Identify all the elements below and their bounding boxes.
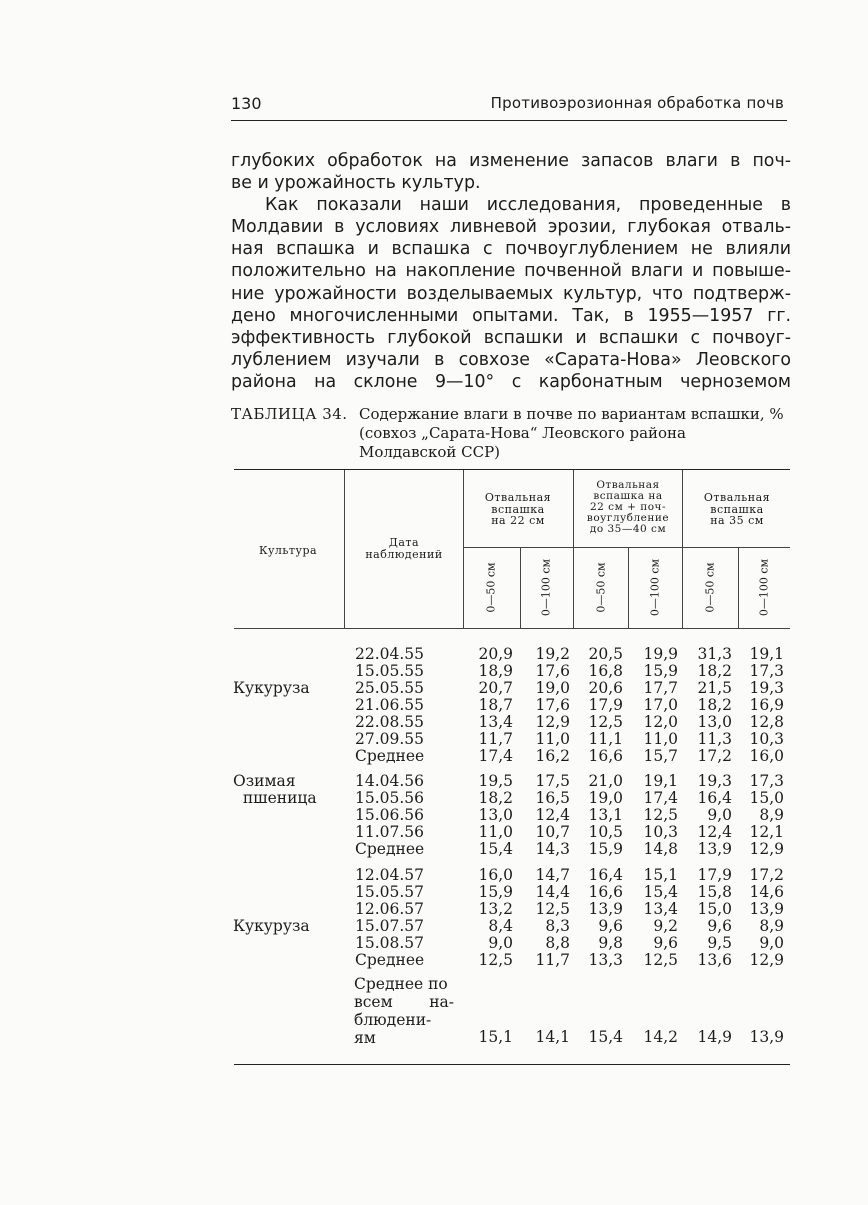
row-crop: пшеница (233, 789, 317, 807)
row-value: 12,5 (643, 806, 678, 824)
row-value: 11,3 (697, 730, 732, 748)
row-value: 19,9 (643, 645, 678, 663)
row-value: 15,9 (478, 883, 513, 901)
total-label-line: ям (354, 1029, 376, 1047)
row-value: 17,3 (749, 662, 784, 680)
row-value: 9,2 (653, 917, 678, 935)
body-line: ние урожайности возделываемых культур, что подтверж- (231, 283, 791, 304)
row-date: 14.04.56 (355, 772, 425, 790)
row-value: 13,0 (478, 806, 513, 824)
row-value: 9,0 (488, 934, 513, 952)
row-value: 11,7 (535, 951, 570, 969)
depth-header: 0—50 см (703, 562, 717, 613)
body-line: района на склоне 9—10° с карбонатным черноземом (231, 371, 791, 392)
row-value: 16,2 (535, 747, 570, 765)
row-value: 14,6 (749, 883, 784, 901)
row-value: 11,7 (478, 730, 513, 748)
row-value: 13,9 (749, 900, 784, 918)
row-value: 16,9 (749, 696, 784, 714)
row-value: 10,5 (588, 823, 623, 841)
row-value: 17,5 (535, 772, 570, 790)
row-value: 8,4 (488, 917, 513, 935)
row-value: 17,6 (535, 696, 570, 714)
total-label-line: блюдени- (354, 1011, 432, 1029)
body-line: Как показали наши исследования, проведенные в (265, 195, 791, 216)
row-date: 22.04.55 (355, 645, 425, 663)
row-value: 17,3 (749, 772, 784, 790)
row-value: 17,4 (478, 747, 513, 765)
col-header-crop: Культура (258, 544, 318, 557)
group-header-line: вспашка (710, 502, 764, 516)
group-header-line: вспашка (491, 502, 545, 516)
depth-header: 0—100 см (539, 558, 553, 617)
header-divider (628, 548, 629, 628)
body-line: Молдавии в условиях ливневой эрозии, глубокая отваль- (231, 217, 791, 238)
row-value: 13,3 (588, 951, 623, 969)
row-crop: Озимая (233, 772, 296, 790)
row-value: 13,4 (643, 900, 678, 918)
row-value: 11,0 (478, 823, 513, 841)
row-value: 14,3 (535, 840, 570, 858)
row-value: 9,0 (759, 934, 784, 952)
row-date: 27.09.55 (355, 730, 425, 748)
caption-line: (совхоз „Сарата-Нова“ Леовского района (359, 424, 686, 442)
row-value: 21,0 (588, 772, 623, 790)
group-header-line: воуглубление (586, 512, 670, 524)
row-value: 11,0 (643, 730, 678, 748)
group-header-line: на 35 см (710, 514, 764, 527)
row-date: 15.06.56 (355, 806, 425, 824)
row-date: 25.05.55 (355, 679, 425, 697)
row-value: 12,1 (749, 823, 784, 841)
row-date: 15.08.57 (355, 934, 425, 952)
row-value: 17,2 (697, 747, 732, 765)
header-subdivider (463, 547, 790, 548)
row-value: 12,9 (749, 951, 784, 969)
caption-line: Содержание влаги в почве по вариантам вспашки, % (359, 405, 784, 423)
total-value: 14,9 (697, 1028, 732, 1046)
body-line: дено многочисленными опытами. Так, в 1955—1957 гг. (231, 305, 791, 326)
group-header-line: Отвальная (484, 491, 552, 504)
body-line: ве и урожайность культур. (231, 173, 481, 194)
row-date: 22.08.55 (355, 713, 425, 731)
row-value: 15,8 (697, 883, 732, 901)
row-value: 17,6 (535, 662, 570, 680)
total-value: 14,2 (643, 1028, 678, 1046)
total-value: 15,1 (478, 1028, 513, 1046)
group-header-line: Отвальная (596, 479, 660, 491)
row-date: 15.05.57 (355, 883, 425, 901)
row-value: 17,2 (749, 866, 784, 884)
row-value: 15,4 (478, 840, 513, 858)
row-value: 8,9 (759, 917, 784, 935)
row-value: 19,0 (588, 789, 623, 807)
row-value: 19,3 (697, 772, 732, 790)
group-header-line: до 35—40 см (589, 523, 667, 535)
row-value: 16,8 (588, 662, 623, 680)
row-value: 9,8 (598, 934, 623, 952)
row-value: 20,7 (478, 679, 513, 697)
row-value: 10,7 (535, 823, 570, 841)
row-crop: Кукуруза (233, 917, 310, 935)
row-value: 9,5 (707, 934, 732, 952)
row-value: 13,6 (697, 951, 732, 969)
row-value: 13,4 (478, 713, 513, 731)
row-value: 12,5 (588, 713, 623, 731)
row-value: 15,9 (588, 840, 623, 858)
row-value: 21,5 (697, 679, 732, 697)
row-date: 11.07.56 (355, 823, 425, 841)
row-value: 18,2 (478, 789, 513, 807)
row-value: 19,3 (749, 679, 784, 697)
group-header-line: Отвальная (703, 491, 771, 504)
header-divider (463, 470, 464, 628)
running-title: Противоэрозионная обработка почв (490, 94, 784, 112)
caption-line: Молдавской ССР) (359, 443, 501, 461)
row-value: 16,5 (535, 789, 570, 807)
row-value: 12,4 (535, 806, 570, 824)
header-rule (231, 120, 787, 121)
row-value: 15,1 (643, 866, 678, 884)
row-value: 12,0 (643, 713, 678, 731)
row-crop: Кукуруза (233, 679, 310, 697)
table-caption-text (359, 405, 789, 462)
row-value: 13,9 (588, 900, 623, 918)
row-date: 12.06.57 (355, 900, 425, 918)
row-value: 19,1 (749, 645, 784, 663)
row-value: 10,3 (643, 823, 678, 841)
row-value: 15,9 (643, 662, 678, 680)
total-value: 14,1 (535, 1028, 570, 1046)
row-value: 18,2 (697, 662, 732, 680)
row-value: 12,9 (749, 840, 784, 858)
row-value: 16,0 (478, 866, 513, 884)
row-date: 12.04.57 (355, 866, 425, 884)
row-value: 12,5 (643, 951, 678, 969)
row-value: 20,5 (588, 645, 623, 663)
depth-header: 0—100 см (757, 558, 771, 617)
row-value: 15,4 (643, 883, 678, 901)
col-header-date-line: Дата (388, 536, 420, 549)
row-value: 19,2 (535, 645, 570, 663)
row-value: 12,5 (478, 951, 513, 969)
row-value: 19,1 (643, 772, 678, 790)
total-value: 13,9 (749, 1028, 784, 1046)
total-label-line: Среднее по (354, 975, 448, 993)
row-date: Среднее (355, 951, 425, 969)
row-value: 12,9 (535, 713, 570, 731)
row-value: 13,0 (697, 713, 732, 731)
col-header-date-line: наблюдений (365, 547, 443, 561)
row-value: 12,8 (749, 713, 784, 731)
row-value: 16,6 (588, 883, 623, 901)
row-value: 15,0 (697, 900, 732, 918)
row-value: 17,7 (643, 679, 678, 697)
total-value: 15,4 (588, 1028, 623, 1046)
row-date: 15.05.56 (355, 789, 425, 807)
col-group-header (574, 480, 682, 535)
row-value: 16,6 (588, 747, 623, 765)
row-value: 13,9 (697, 840, 732, 858)
body-line: глубоких обработок на изменение запасов влаги в поч- (231, 151, 791, 171)
row-date: 15.05.55 (355, 662, 425, 680)
row-value: 15,7 (643, 747, 678, 765)
header-divider (738, 548, 739, 628)
row-value: 17,9 (697, 866, 732, 884)
row-value: 9,6 (598, 917, 623, 935)
row-value: 17,0 (643, 696, 678, 714)
row-value: 14,4 (535, 883, 570, 901)
row-value: 16,4 (588, 866, 623, 884)
row-value: 16,0 (749, 747, 784, 765)
row-value: 14,7 (535, 866, 570, 884)
group-header-line: 22 см + поч- (589, 501, 667, 513)
body-paragraph (231, 150, 791, 393)
row-value: 9,6 (707, 917, 732, 935)
row-value: 12,4 (697, 823, 732, 841)
depth-header: 0—50 см (594, 562, 608, 613)
row-value: 11,1 (588, 730, 623, 748)
row-date: Среднее (355, 840, 425, 858)
total-label-line: всем на- (354, 993, 454, 1011)
row-value: 9,0 (707, 806, 732, 824)
row-value: 11,0 (535, 730, 570, 748)
row-value: 19,0 (535, 679, 570, 697)
depth-header: 0—100 см (648, 558, 662, 617)
table-header-bottom-rule (234, 628, 790, 629)
row-value: 15,0 (749, 789, 784, 807)
row-value: 14,8 (643, 840, 678, 858)
col-group-header (465, 492, 571, 527)
header-divider (520, 548, 521, 628)
table-bottom-rule (234, 1064, 790, 1065)
row-value: 8,3 (545, 917, 570, 935)
total-row-label (354, 975, 454, 1047)
header-divider (344, 470, 345, 628)
row-value: 20,6 (588, 679, 623, 697)
row-value: 8,9 (759, 806, 784, 824)
row-value: 12,5 (535, 900, 570, 918)
row-value: 10,3 (749, 730, 784, 748)
row-value: 13,2 (478, 900, 513, 918)
col-group-header (684, 492, 790, 527)
row-value: 20,9 (478, 645, 513, 663)
body-line: эффективность глубокой вспашки и вспашки с почвоуг- (231, 327, 791, 348)
row-value: 13,1 (588, 806, 623, 824)
row-value: 18,7 (478, 696, 513, 714)
depth-header: 0—50 см (484, 562, 498, 613)
page-number: 130 (231, 94, 262, 113)
table-top-rule (234, 469, 790, 470)
row-date: 15.07.57 (355, 917, 425, 935)
table-label: ТАБЛИЦА 34. (231, 405, 348, 423)
row-value: 18,9 (478, 662, 513, 680)
row-value: 18,2 (697, 696, 732, 714)
row-date: 21.06.55 (355, 696, 425, 714)
group-header-line: вспашка на (593, 490, 663, 502)
body-line: ная вспашка и вспашка с почвоуглублением не влияли (231, 239, 791, 260)
row-value: 19,5 (478, 772, 513, 790)
col-header-date (346, 537, 462, 560)
row-value: 17,4 (643, 789, 678, 807)
header-divider (682, 470, 683, 628)
row-value: 16,4 (697, 789, 732, 807)
row-value: 9,6 (653, 934, 678, 952)
body-line: положительно на накопление почвенной влаги и повыше- (231, 261, 791, 282)
body-line: лублением изучали в совхозе «Сарата-Нова» Леовского (231, 349, 791, 370)
row-value: 17,9 (588, 696, 623, 714)
row-value: 31,3 (697, 645, 732, 663)
row-date: Среднее (355, 747, 425, 765)
row-value: 8,8 (545, 934, 570, 952)
group-header-line: на 22 см (491, 514, 545, 527)
